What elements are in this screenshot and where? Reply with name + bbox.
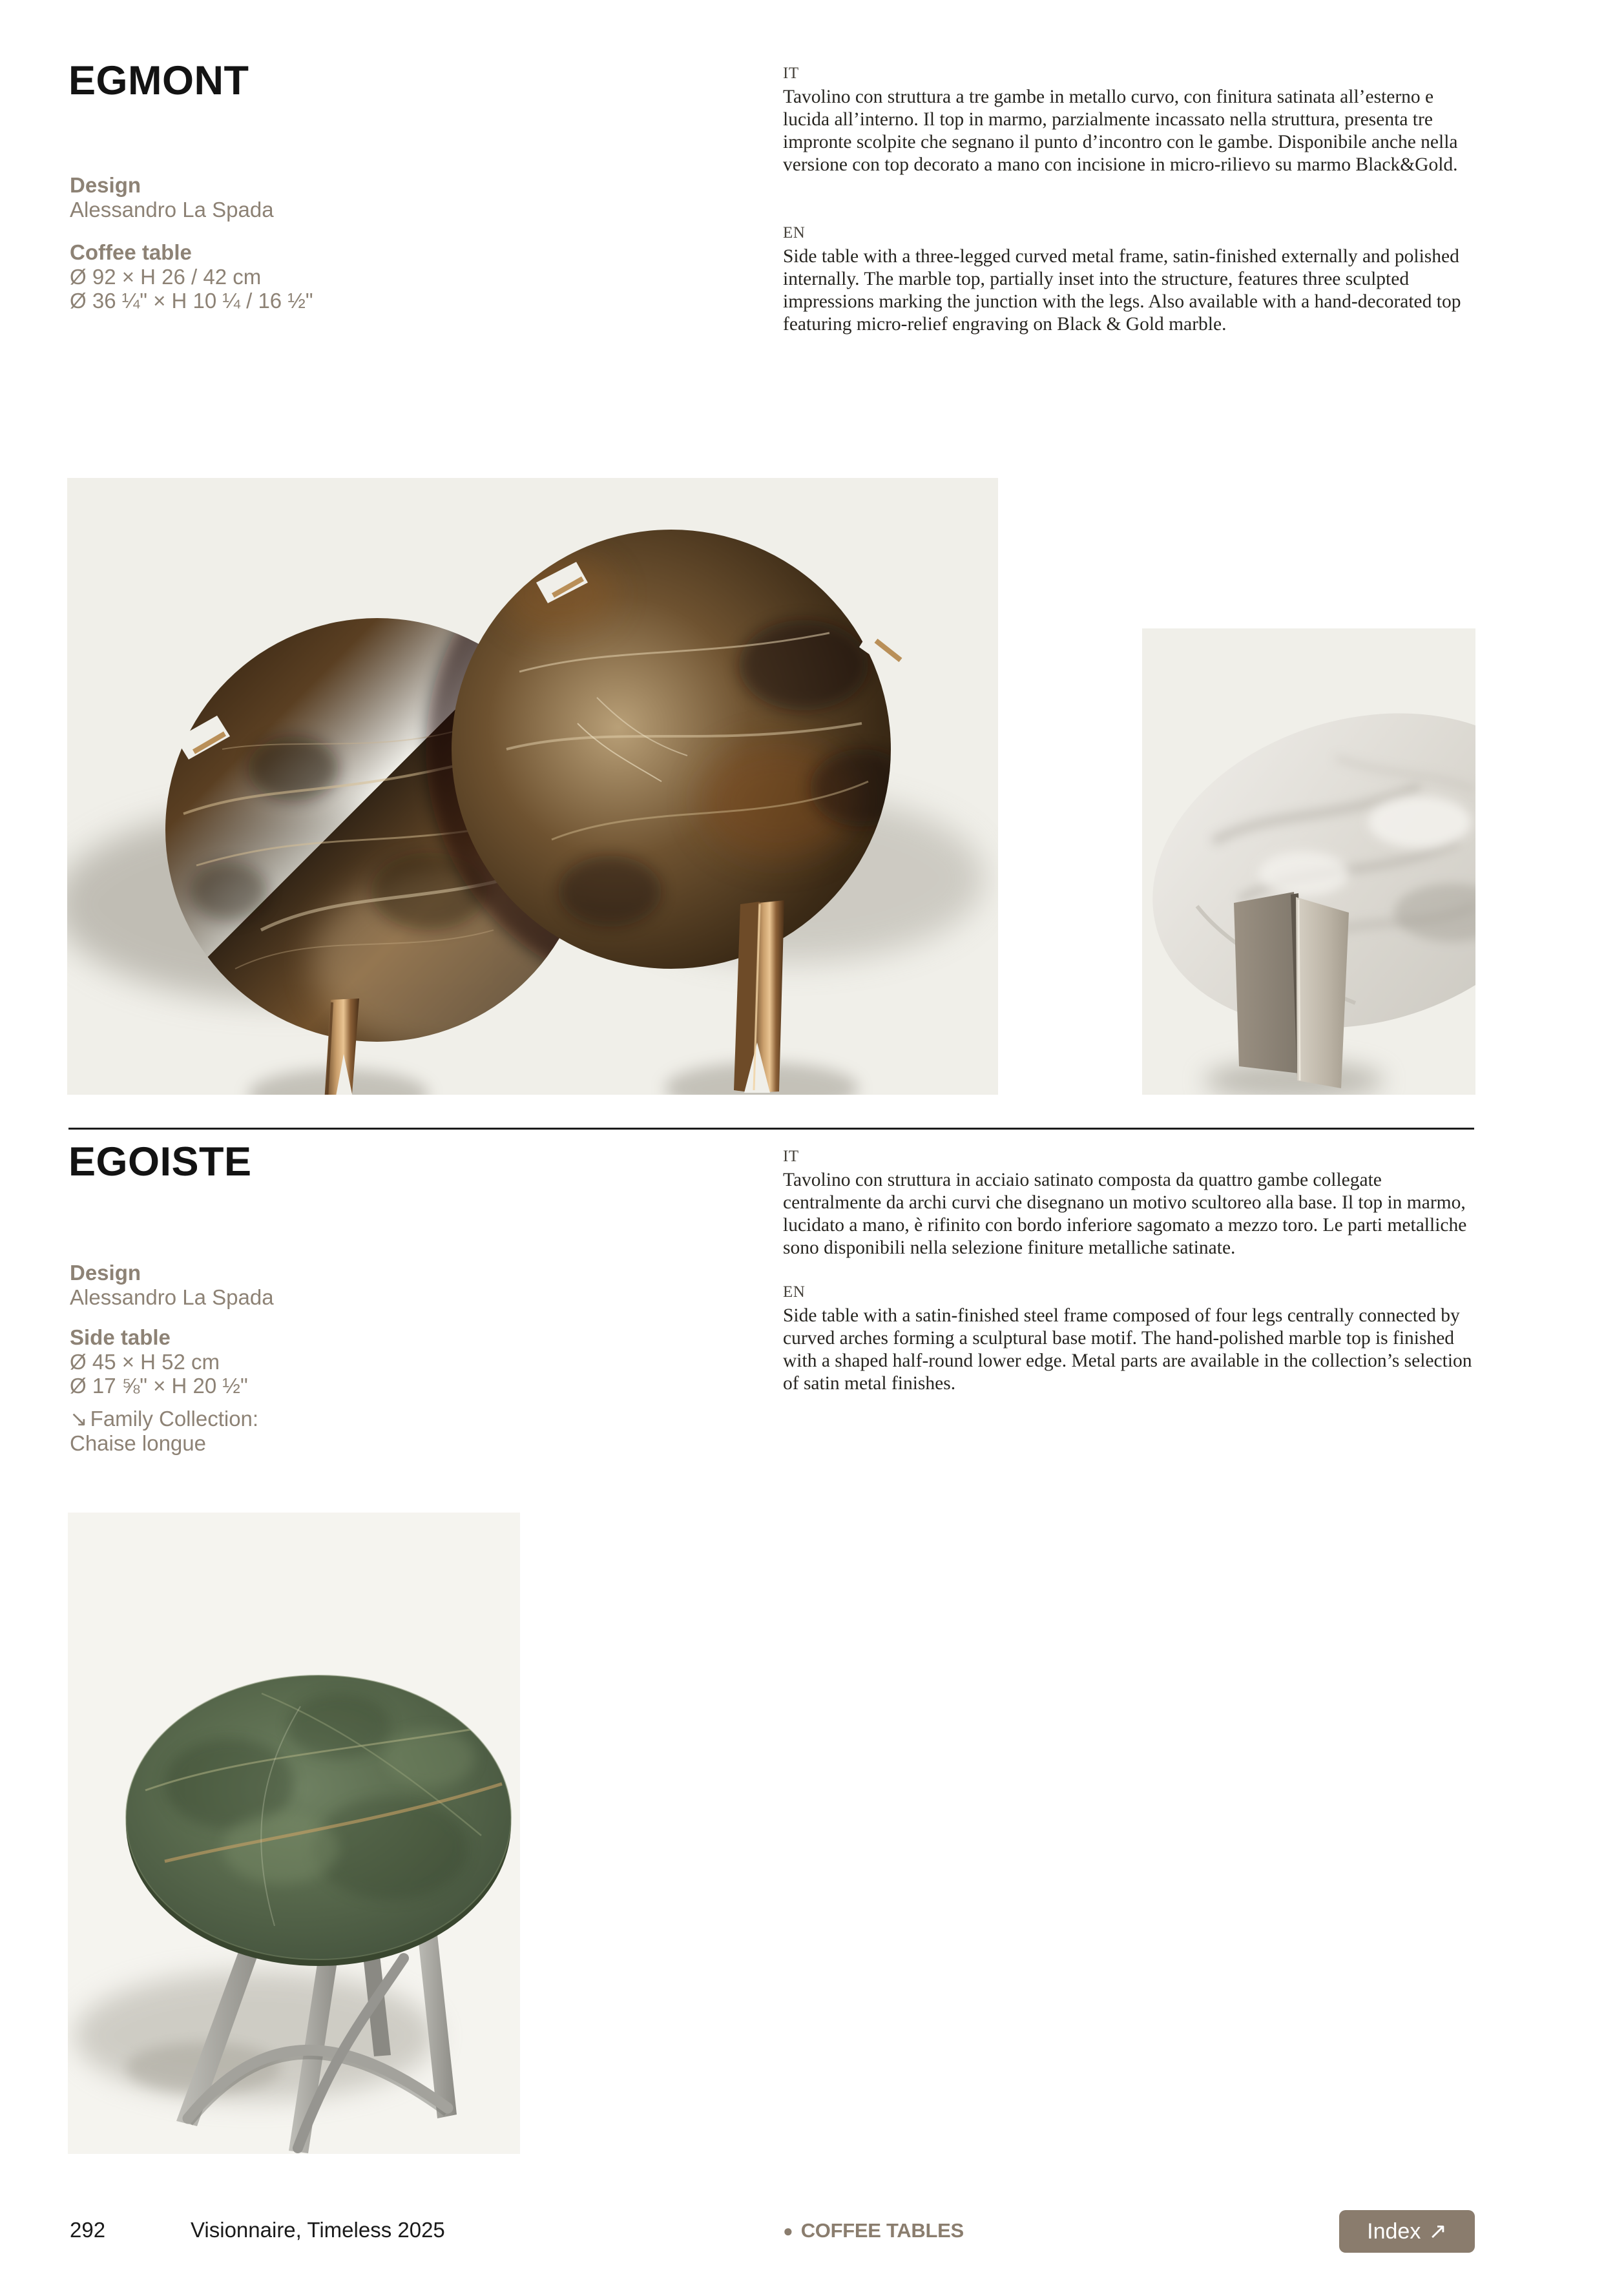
designer-name: Alessandro La Spada xyxy=(70,1285,274,1309)
egmont-detail-photo xyxy=(1142,628,1475,1095)
design-label: Design xyxy=(70,173,141,197)
dimensions-cm: Ø 92 × H 26 / 42 cm xyxy=(70,264,262,289)
family-collection-item: Chaise longue xyxy=(70,1431,206,1455)
egmont-design-block xyxy=(70,173,274,222)
design-label: Design xyxy=(70,1261,141,1285)
egoiste-side-table-photo xyxy=(68,1513,520,2154)
category-bullet-icon: ● xyxy=(783,2221,793,2240)
lang-label-en: EN xyxy=(783,224,806,242)
lang-label-en: EN xyxy=(783,1283,806,1301)
section-divider xyxy=(68,1128,1474,1130)
lang-label-it: IT xyxy=(783,65,799,82)
page-number: 292 xyxy=(70,2218,106,2242)
dimensions-inches: Ø 17 ⅝" × H 20 ½" xyxy=(70,1374,248,1398)
designer-name: Alessandro La Spada xyxy=(70,197,274,222)
dimensions-inches: Ø 36 ¼" × H 10 ¼ / 16 ½" xyxy=(70,289,313,313)
product-type-label: Coffee table xyxy=(70,240,192,264)
egoiste-design-block xyxy=(70,1261,274,1309)
egoiste-type-block xyxy=(70,1325,248,1398)
category-label: COFFEE TABLES xyxy=(800,2219,964,2242)
family-collection-arrow-icon: ↘ xyxy=(70,1407,88,1431)
description-en: Side table with a satin-finished steel frame composed of four legs centrally connected by curved arches forming a sculptural base motif. The hand-polished marble top is finished with a shaped half-round lower edge. Metal parts are available in the collection’s selection of satin metal finishes. xyxy=(783,1305,1472,1394)
index-button-label: Index xyxy=(1367,2218,1421,2244)
catalog-title: Visionnaire, Timeless 2025 xyxy=(191,2218,445,2242)
description-it: Tavolino con struttura in acciaio satinato composta da quattro gambe collegate centralmente da archi curvi che disegnano un motivo scultoreo alla base. Il top in marmo, lucidato a mano, è rifinito con bordo inferiore sagomato a mezzo toro. Le parti metalliche sono disponibili nella selezione finiture metalliche satinate. xyxy=(783,1170,1467,1258)
family-collection-label: Family Collection: xyxy=(90,1407,259,1431)
egmont-type-block xyxy=(70,240,313,313)
description-en: Side table with a three-legged curved metal frame, satin-finished externally and polished internally. The marble top, partially inset into the structure, features three sculpted impressions marking the junction with the legs. Also available with a hand-decorated top featuring micro-relief engraving on Black & Gold marble. xyxy=(783,246,1461,335)
category-tag xyxy=(783,2219,964,2242)
product-title-egoiste: EGOISTE xyxy=(68,1139,252,1184)
external-arrow-icon: ↗ xyxy=(1428,2219,1447,2244)
product-title-egmont: EGMONT xyxy=(68,58,249,103)
description-it: Tavolino con struttura a tre gambe in metallo curvo, con finitura satinata all’esterno e lucida all’interno. Il top in marmo, parzialmente incassato nella struttura, presenta tre impronte scolpite che segnano il punto d’incontro con le gambe. Disponibile anche nella versione con top decorato a mano con incisione in micro-rilievo su marmo Black&Gold. xyxy=(783,87,1458,175)
lang-label-it: IT xyxy=(783,1148,799,1165)
product-type-label: Side table xyxy=(70,1325,171,1349)
dimensions-cm: Ø 45 × H 52 cm xyxy=(70,1349,220,1374)
egmont-coffee-tables-photo xyxy=(67,478,998,1095)
family-collection-note xyxy=(70,1407,258,1455)
index-button[interactable] xyxy=(1339,2210,1475,2253)
